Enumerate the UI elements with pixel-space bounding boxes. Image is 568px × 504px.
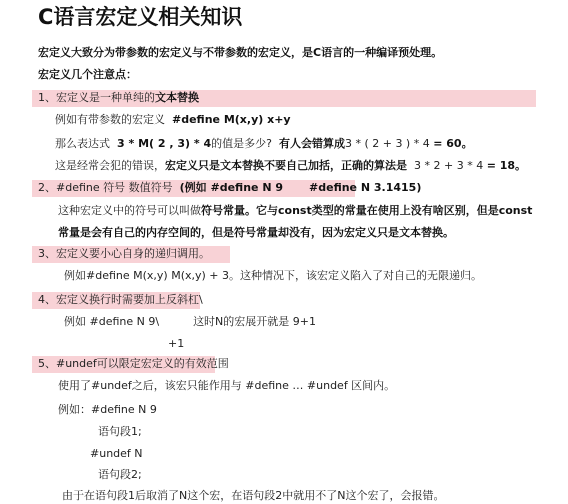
- q-text-1: 那么表达式: [55, 137, 110, 150]
- q-text-3: 有人会错算成: [278, 137, 345, 150]
- intro-paragraph: 宏定义大致分为带参数的宏定义与不带参数的宏定义，是C语言的一种编译预处理。: [38, 46, 443, 59]
- section-4-line-2: +1: [168, 337, 185, 350]
- section-2-heading-ex2: #define N 3.1415): [309, 181, 422, 194]
- section-2-line-1: [58, 203, 532, 219]
- q-expr-2: 3 * ( 2 + 3 ) * 4: [344, 137, 430, 150]
- s2-text-2: 。它与const类型的常量在使用上没有啥区别，但是const: [245, 204, 533, 217]
- section-2-heading: [38, 180, 421, 196]
- section-1-example-code: #define M(x,y) x+y: [172, 113, 291, 126]
- section-5-line-6: 由于在语句段1后取消了N这个宏，在语句段2中就用不了N这个宏了，会报错。: [62, 489, 445, 502]
- notes-heading: 宏定义几个注意点：: [38, 68, 137, 81]
- section-5-line-5: 语句段2;: [98, 468, 142, 481]
- section-1-heading: [38, 90, 199, 106]
- section-1-example-text: 例如有带参数的宏定义: [55, 113, 165, 126]
- c-text-2: 宏定义只是文本替换不要自己加括，正确的算法是: [165, 159, 407, 172]
- s4-text: 这时N的宏展开就是 9+1: [193, 315, 317, 328]
- q-expr-1: 3 * M( 2 , 3) * 4: [117, 137, 212, 150]
- section-1-question: [55, 136, 473, 152]
- section-1-example: [55, 112, 291, 128]
- c-text-1: 这是经常会犯的错误，: [55, 159, 165, 172]
- q-text-2: 的值是多少?: [211, 137, 272, 150]
- section-2-heading-ex1: (例如 #define N 9: [179, 181, 284, 194]
- section-5-line-3: 语句段1;: [98, 425, 142, 438]
- section-5-line-4: #undef N: [90, 447, 143, 460]
- section-4-line-1: [64, 314, 316, 330]
- section-1-heading-text: 1、宏定义是一种单纯的: [38, 91, 155, 104]
- s4-code: 例如 #define N 9\: [64, 315, 160, 328]
- q-result: = 60。: [433, 137, 473, 150]
- c-expr: 3 * 2 + 3 * 4: [414, 159, 484, 172]
- s2-term: 符号常量: [201, 204, 245, 217]
- page-title: C语言宏定义相关知识: [38, 5, 243, 29]
- section-1-correction: [55, 158, 526, 174]
- section-5-line-2: 例如：#define N 9: [58, 403, 157, 416]
- section-2-line-2: 常量是会有自己的内存空间的，但是符号常量却没有，因为宏定义只是文本替换。: [58, 226, 454, 239]
- section-5-line-1: 使用了#undef之后，该宏只能作用与 #define … #undef 区间内。: [58, 379, 396, 392]
- section-5-heading: 5、#undef可以限定宏定义的有效范围: [38, 357, 229, 370]
- section-3-line-1: 例如#define M(x,y) M(x,y) + 3。这种情况下，该宏定义陷入了对自己的无限递归。: [64, 269, 483, 282]
- s2-text-1: 这种宏定义中的符号可以叫做: [58, 204, 201, 217]
- section-4-heading: 4、宏定义换行时需要加上反斜杠\: [38, 293, 203, 306]
- section-2-heading-text: 2、#define 符号 数值符号: [38, 181, 173, 194]
- c-result: = 18。: [486, 159, 527, 172]
- section-1-heading-bold: 文本替换: [155, 91, 199, 104]
- section-3-heading: 3、宏定义要小心自身的递归调用。: [38, 247, 210, 260]
